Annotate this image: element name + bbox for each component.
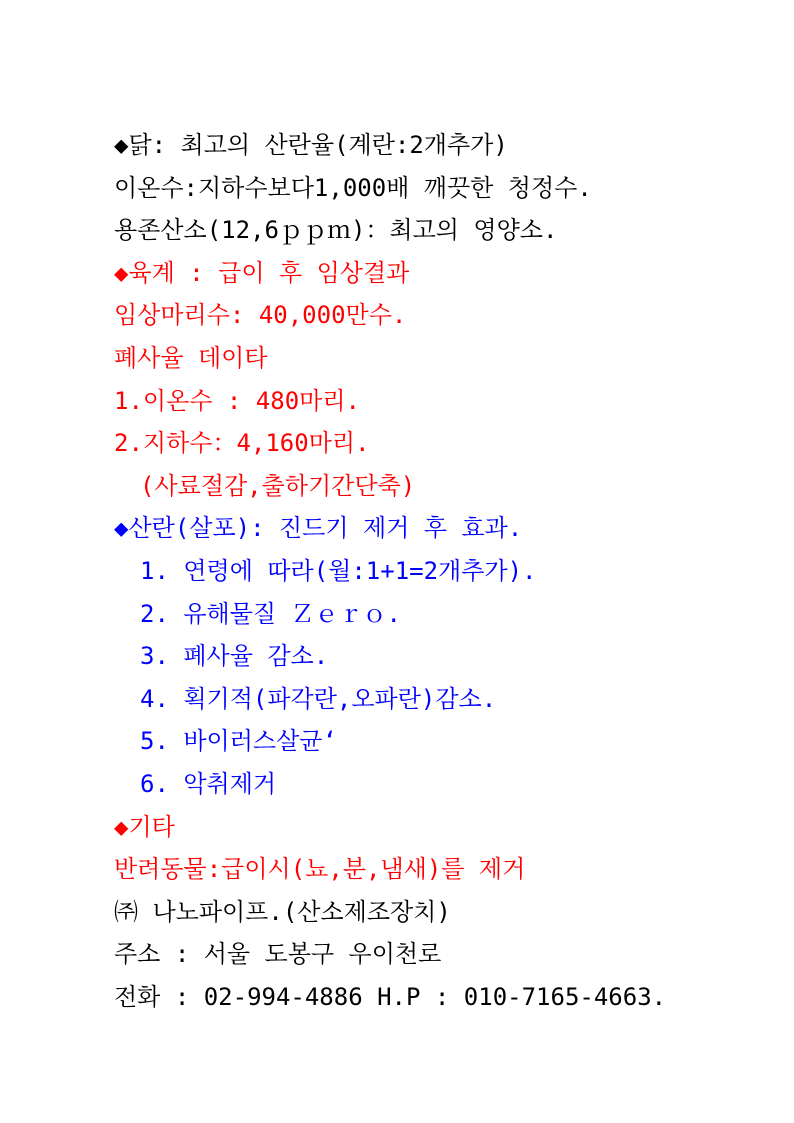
text-line-other-heading: ◆기타 — [114, 812, 175, 841]
text-line-effect-3: 3. 폐사율 감소. — [140, 642, 329, 671]
text-line-mortality-ionized: 1.이온수 : 480마리. — [114, 386, 360, 415]
text-line-spraying-heading: ◆산란(살포): 진드기 제거 후 효과. — [114, 514, 523, 543]
text-line-effect-4: 4. 획기적(파각란,오파란)감소. — [140, 684, 497, 713]
text-line-mortality-data: 폐사율 데이타 — [114, 343, 268, 372]
text-line-company: ㈜ 나노파이프.(산소제조장치) — [114, 897, 451, 926]
text-line-ionized-water: 이온수:지하수보다1,000배 깨끗한 청정수. — [114, 173, 592, 202]
text-line-clinical-count: 임상마리수: 40,000만수. — [114, 301, 407, 330]
text-line-phone: 전화 : 02-994-4886 H.P : 010-7165-4663. — [114, 982, 667, 1011]
text-line-feed-savings: (사료절감,출하기간단축) — [140, 471, 416, 500]
text-line-effect-6: 6. 악취제거 — [140, 769, 277, 798]
text-line-mortality-groundwater: 2.지하수：4,160마리. — [114, 429, 370, 458]
text-line-chicken-heading: ◆닭: 최고의 산란율(계란:2개추가) — [114, 131, 508, 159]
document-body — [114, 124, 754, 1018]
text-line-pets: 반려동물:급이시(뇨,분,냄새)를 제거 — [114, 855, 526, 884]
text-line-dissolved-oxygen: 용존산소(12,6ｐｐｍ)：최고의 영양소. — [114, 216, 558, 245]
text-line-effect-2: 2. 유해물질 Ｚｅｒｏ. — [140, 599, 401, 628]
text-line-effect-5: 5. 바이러스살균‘ — [140, 727, 337, 756]
text-line-address: 주소 : 서울 도봉구 우이천로 — [114, 940, 442, 969]
text-line-broiler-heading: ◆육계 : 급이 후 임상결과 — [114, 258, 410, 287]
text-line-effect-1: 1. 연령에 따라(월:1+1=2개추가). — [140, 556, 537, 585]
